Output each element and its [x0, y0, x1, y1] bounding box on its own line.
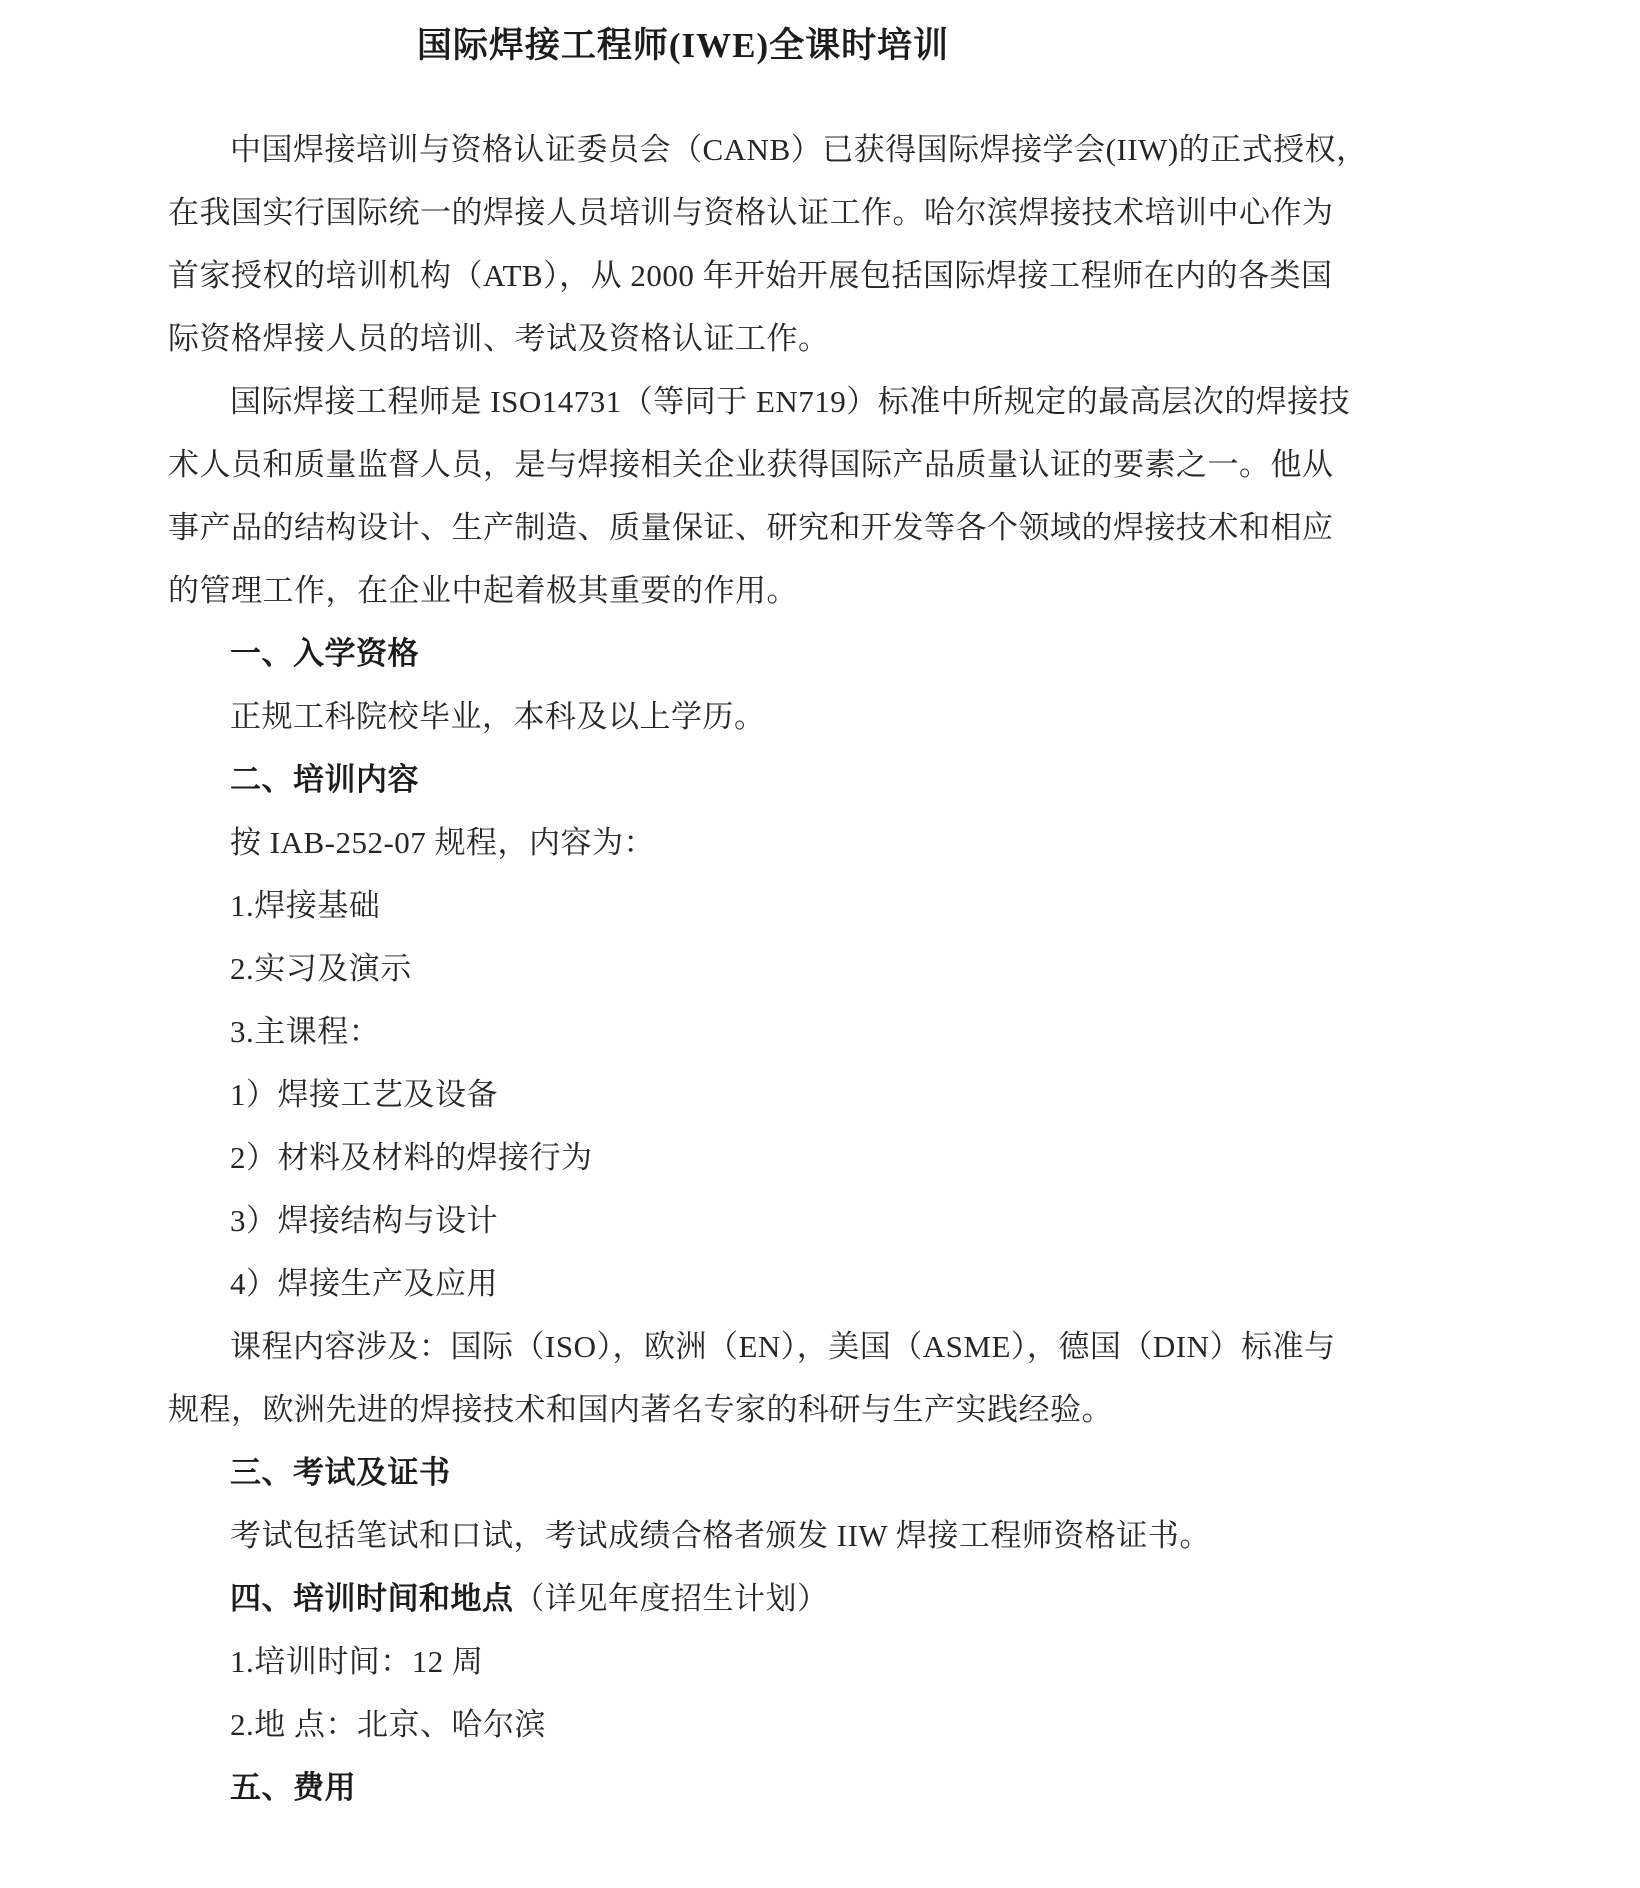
training-item-1: 1.焊接基础: [230, 888, 381, 923]
time-location-item-2: 2.地 点：北京、哈尔滨: [230, 1707, 546, 1742]
section-training-content-intro: 按 IAB-252-07 规程，内容为：: [230, 825, 656, 860]
training-subitem-4: 4）焊接生产及应用: [230, 1266, 498, 1301]
paragraph-2-line-2: 术人员和质量监督人员，是与焊接相关企业获得国际产品质量认证的要素之一。他从: [168, 447, 1334, 482]
document-page: [168, 0, 1368, 1819]
section-admission: [168, 622, 1198, 748]
training-closing-line-1: 课程内容涉及：国际（ISO），欧洲（EN），美国（ASME），德国（DIN）标准与: [230, 1329, 1336, 1364]
section-exam-certificate-body: 考试包括笔试和口试，考试成绩合格者颁发 IIW 焊接工程师资格证书。: [230, 1518, 1211, 1553]
training-closing-line-2: 规程，欧洲先进的焊接技术和国内著名专家的科研与生产实践经验。: [168, 1392, 1113, 1427]
training-subitem-1: 1）焊接工艺及设备: [230, 1077, 498, 1112]
training-item-2: 2.实习及演示: [230, 951, 412, 986]
paragraph-1: [168, 118, 1368, 370]
paragraph-1-line-2: 在我国实行国际统一的焊接人员培训与资格认证工作。哈尔滨焊接技术培训中心作为: [168, 195, 1334, 230]
section-admission-body: 正规工科院校毕业，本科及以上学历。: [230, 699, 766, 734]
paragraph-2-line-4: 的管理工作，在企业中起着极其重要的作用。: [168, 573, 798, 608]
section-exam-certificate-heading: 三、考试及证书: [230, 1455, 451, 1490]
training-subitem-3: 3）焊接结构与设计: [230, 1203, 498, 1238]
time-location-item-1: 1.培训时间：12 周: [230, 1644, 484, 1679]
section-fees: [168, 1756, 1198, 1819]
section-fees-heading: 五、费用: [230, 1770, 356, 1805]
section-time-location: [168, 1567, 1198, 1756]
paragraph-1-line-4: 际资格焊接人员的培训、考试及资格认证工作。: [168, 321, 830, 356]
section-training-content: [168, 748, 1336, 1441]
paragraph-2-line-1: 国际焊接工程师是 ISO14731（等同于 EN719）标准中所规定的最高层次的焊接技: [230, 384, 1351, 419]
paragraph-1-line-1: 中国焊接培训与资格认证委员会（CANB）已获得国际焊接学会(IIW)的正式授权，: [230, 132, 1368, 167]
section-time-location-heading-note: （详见年度招生计划）: [513, 1581, 829, 1616]
section-admission-heading: 一、入学资格: [230, 636, 419, 671]
section-time-location-heading: 四、培训时间和地点: [230, 1581, 514, 1616]
paragraph-2: [168, 370, 1351, 622]
section-exam-certificate: [168, 1441, 1211, 1567]
training-subitem-2: 2）材料及材料的焊接行为: [230, 1140, 593, 1175]
section-time-location-heading-line: [168, 1567, 1198, 1630]
paragraph-2-line-3: 事产品的结构设计、生产制造、质量保证、研究和开发等各个领域的焊接技术和相应: [168, 510, 1334, 545]
training-item-3: 3.主课程：: [230, 1014, 381, 1049]
paragraph-1-line-3: 首家授权的培训机构（ATB），从 2000 年开始开展包括国际焊接工程师在内的各类国: [168, 258, 1333, 293]
document-title: 国际焊接工程师(IWE)全课时培训: [416, 26, 950, 65]
section-training-content-heading: 二、培训内容: [230, 762, 419, 797]
